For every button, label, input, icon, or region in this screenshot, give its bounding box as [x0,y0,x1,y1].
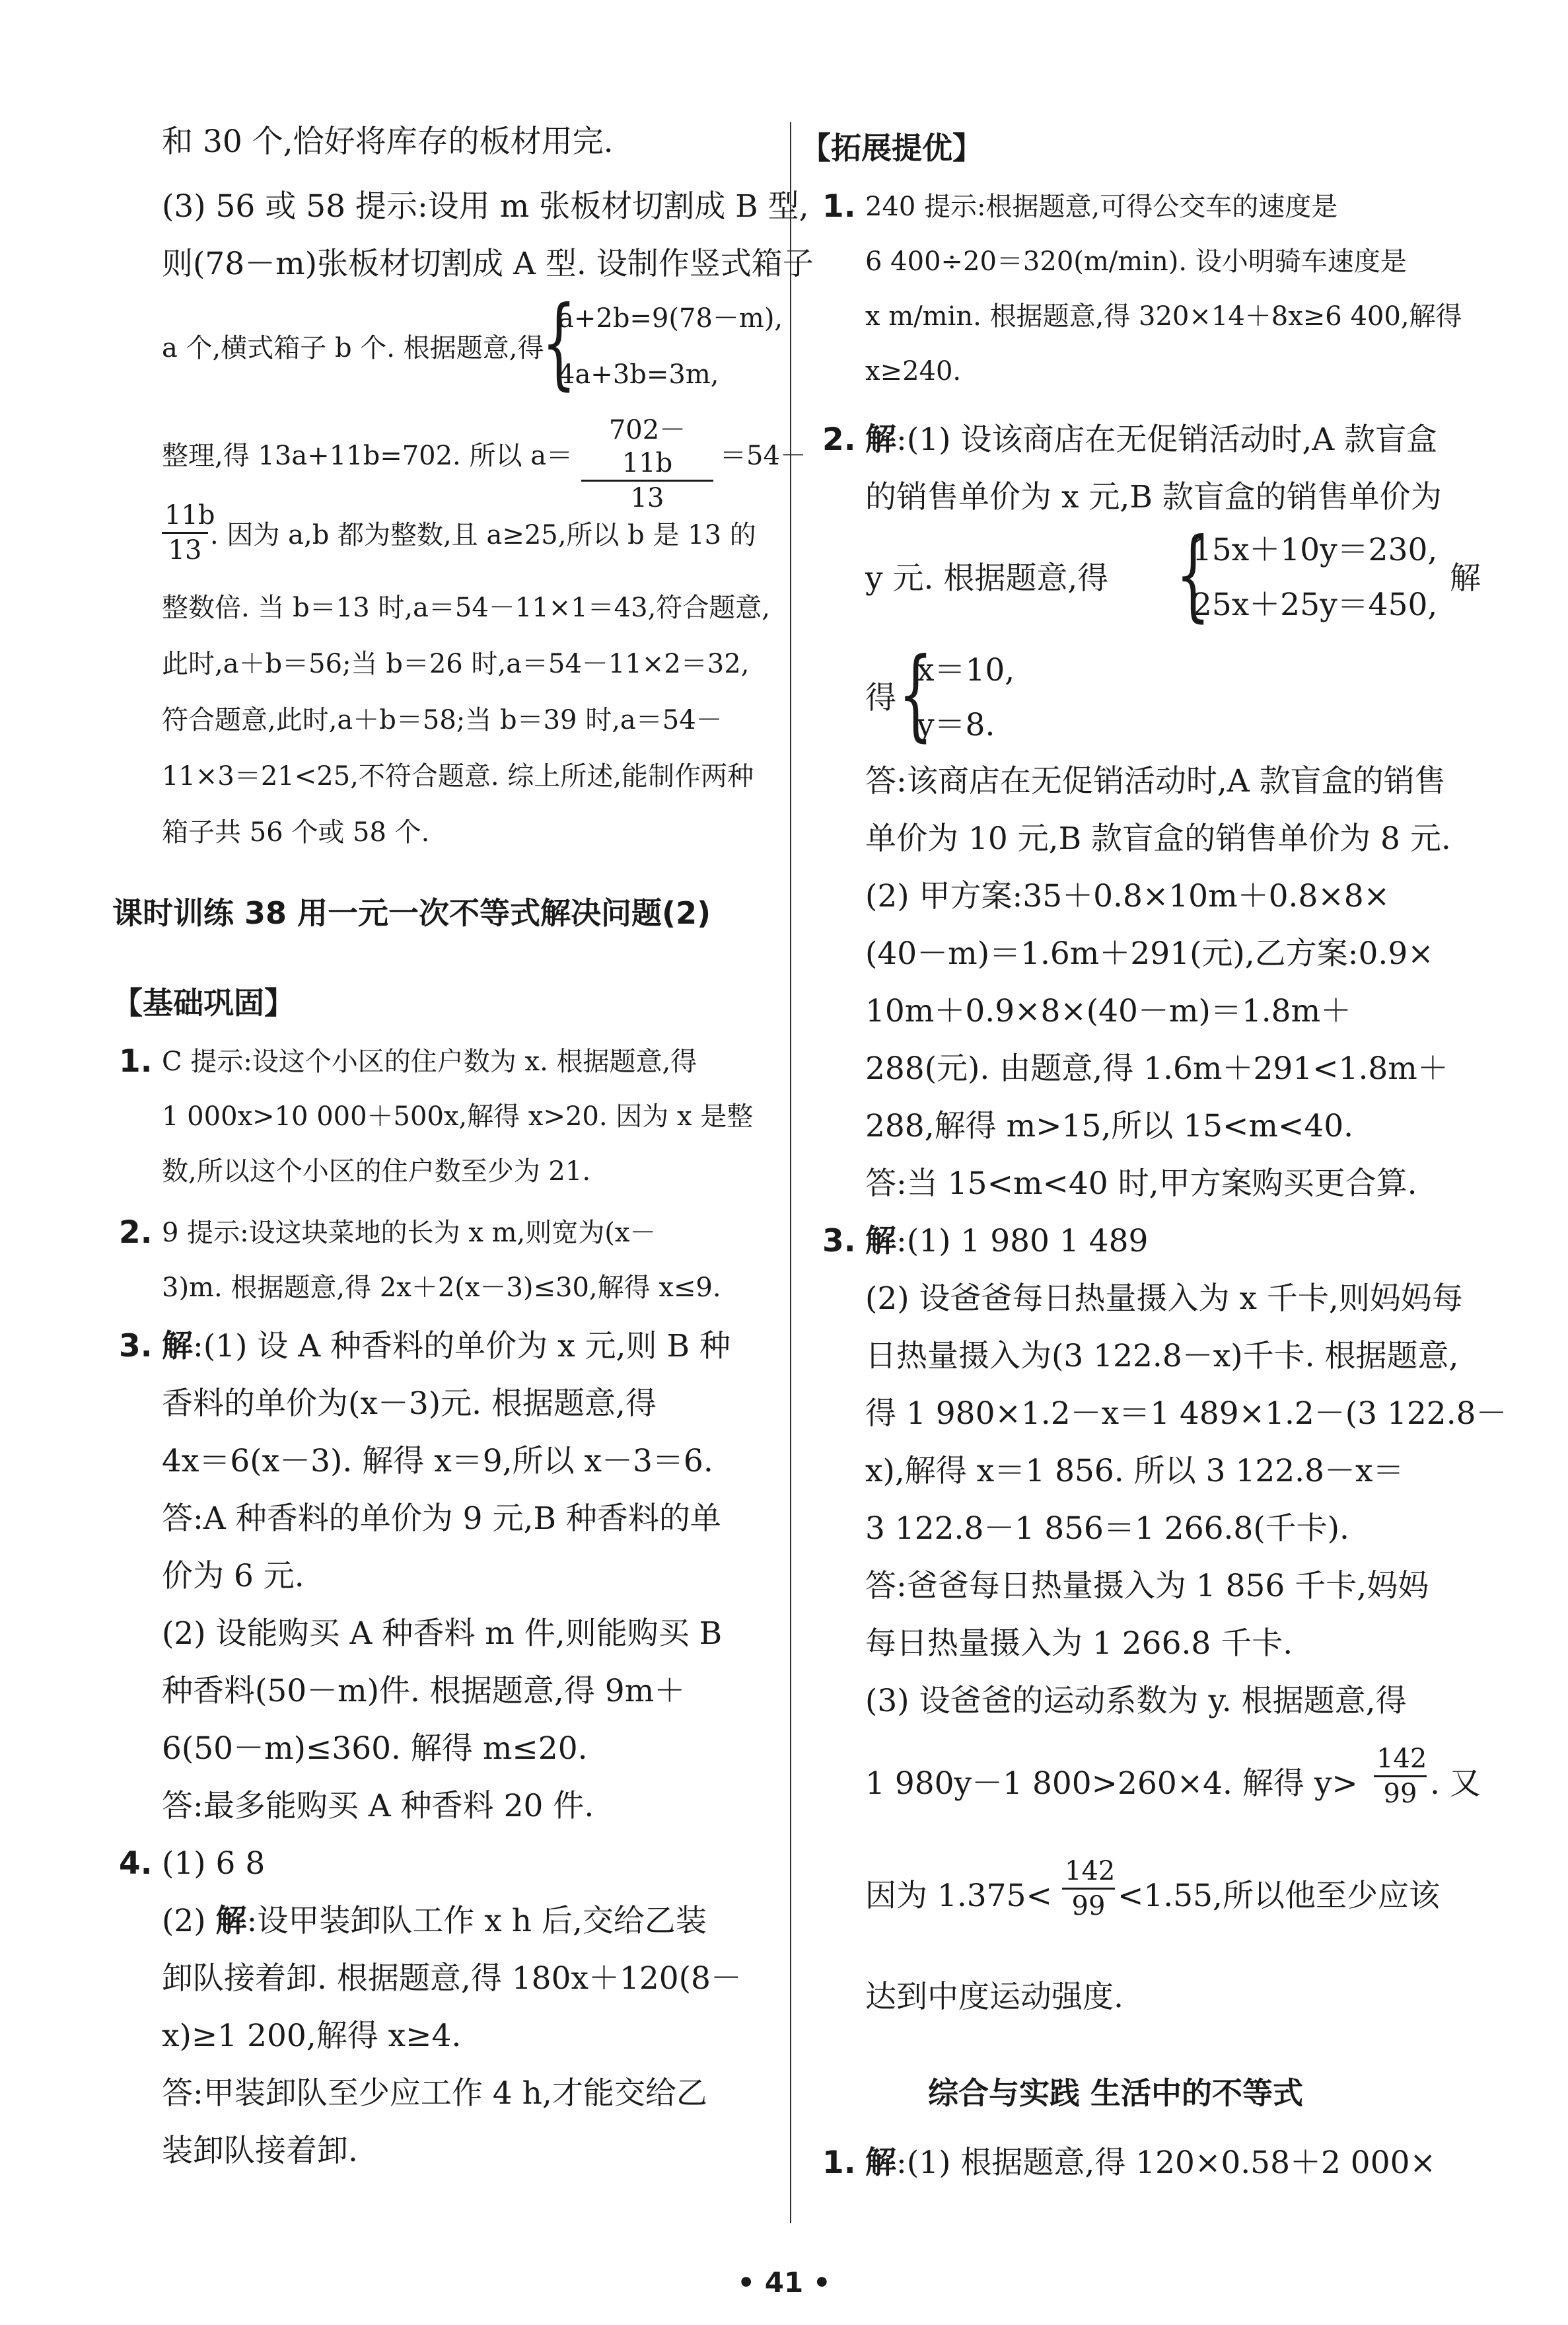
text-line: 答:爸爸每日热量摄入为 1 856 千卡,妈妈 [865,1568,1429,1604]
text-line: 9 提示:设这块菜地的长为 x m,则宽为(x－ [162,1218,657,1248]
text-line: 价为 6 元. [162,1558,304,1594]
text-line: . 因为 a,b 都为整数,且 a≥25,所以 b 是 13 的 [210,520,756,550]
text-line: (40－m)＝1.6m＋291(元),乙方案:0.9× [865,936,1434,972]
text-line: (2) 设能购买 A 种香料 m 件,则能购买 B [162,1615,723,1652]
text-span: :(1) 1 980 1 489 [896,1223,1149,1259]
text-line: 288,解得 m>15,所以 15<m<40. [865,1108,1354,1144]
extension-header: 【拓展提优】 [801,130,983,166]
text-line: 数,所以这个小区的住户数至少为 21. [162,1156,591,1187]
solution-keyword: 解 [865,422,896,458]
text-line: 解 [1450,560,1481,597]
fraction-numerator: 142 [1062,1855,1115,1890]
text-line: a 个,横式箱子 b 个. 根据题意,得 [162,333,544,363]
text-line: 288(元). 由题意,得 1.6m＋291<1.8m＋ [865,1051,1448,1087]
text-line: 和 30 个,恰好将库存的板材用完. [162,124,614,160]
text-line: 得 1 980×1.2－x＝1 489×1.2－(3 122.8－ [865,1395,1507,1432]
system-brace: { [542,285,577,400]
system-brace: { [1176,517,1211,632]
text-line: 答:甲装卸队至少应工作 4 h,才能交给乙 [162,2075,707,2112]
text-line: 符合题意,此时,a＋b＝58;当 b＝39 时,a＝54－ [162,705,723,735]
text-line: (3) 设爸爸的运动系数为 y. 根据题意,得 [865,1683,1407,1719]
text-line: 香料的单价为(x－3)元. 根据题意,得 [162,1385,657,1422]
equation-system-line: 15x＋10y＝230, [1192,532,1438,568]
text-line: ＝54－ [720,441,806,471]
text-line: x),解得 x＝1 856. 所以 3 122.8－x＝ [865,1453,1404,1489]
text-line: 日热量摄入为(3 122.8－x)千卡. 根据题意, [865,1338,1459,1374]
fraction [1374,1742,1427,1810]
text-line: 单价为 10 元,B 款盲盒的销售单价为 8 元. [865,821,1451,857]
text-line: 6 400÷20＝320(m/min). 设小明骑车速度是 [865,246,1407,277]
text-line [865,420,1437,460]
fraction-numerator: 702－11b [581,414,713,482]
question-number: 2. [822,422,856,458]
equation-system-line: 4a+3b=3m, [558,359,719,390]
solution-keyword: 解 [865,2145,896,2181]
text-line: 此时,a＋b＝56;当 b＝26 时,a＝54－11×2＝32, [162,649,750,679]
text-line: 240 提示:根据题意,可得公交车的速度是 [865,192,1338,222]
text-line: 4x＝6(x－3). 解得 x＝9,所以 x－3＝6. [162,1443,713,1479]
text-line: (2) 设爸爸每日热量摄入为 x 千卡,则妈妈每 [865,1280,1463,1317]
text-line: 1 000x>10 000＋500x,解得 x>20. 因为 x 是整 [162,1101,754,1132]
question-number: 1. [822,188,856,225]
question-number: 2. [119,1214,153,1251]
fraction-denominator: 99 [1071,1891,1106,1921]
text-line [162,1901,707,1941]
solution-keyword: 解 [865,1223,896,1259]
fraction-denominator: 99 [1383,1779,1417,1809]
question-number: 1. [822,2145,856,2181]
text-line: 因为 1.375< [865,1878,1052,1914]
fraction [162,499,215,567]
text-line: 达到中度运动强度. [865,1979,1123,2015]
text-span: :(1) 根据题意,得 120×0.58＋2 000× [896,2145,1436,2181]
text-line: (1) 6 8 [162,1845,266,1882]
equation-system-line: y＝8. [917,707,995,743]
text-line: 答:该商店在无促销活动时,A 款盲盒的销售 [865,763,1446,799]
text-line: x)≥1 200,解得 x≥4. [162,2018,462,2054]
practice-title: 综合与实践 生活中的不等式 [928,2075,1304,2111]
section-title: 课时训练 38 用一元一次不等式解决问题(2) [112,895,711,931]
text-line: . 又 [1430,1765,1481,1802]
fraction [581,414,713,515]
text-line: 整数倍. 当 b＝13 时,a＝54－11×1＝43,符合题意, [162,593,771,623]
text-line: C 提示:设这个小区的住户数为 x. 根据题意,得 [162,1047,697,1077]
text-line: 箱子共 56 个或 58 个. [162,817,430,848]
text-line: 11×3＝21<25,不符合题意. 综上所述,能制作两种 [162,761,754,792]
equation-system-line: x＝10, [917,652,1015,688]
text-line: (3) 56 或 58 提示:设用 m 张板材切割成 B 型, [162,188,809,225]
text-line: 每日热量摄入为 1 266.8 千卡. [865,1625,1293,1662]
question-number: 4. [119,1845,153,1882]
text-line: 6(50－m)≤360. 解得 m≤20. [162,1730,588,1767]
text-line: 卸队接着卸. 根据题意,得 180x＋120(8－ [162,1960,742,1997]
text-line: 种香料(50－m)件. 根据题意,得 9m＋ [162,1673,686,1709]
text-line: (2) 甲方案:35＋0.8×10m＋0.8×8× [865,878,1390,914]
text-line: 装卸队接着卸. [162,2133,358,2169]
text-line: 3 122.8－1 856＝1 266.8(千卡). [865,1510,1349,1547]
text-line: 1 980y－1 800>260×4. 解得 y> [865,1765,1358,1802]
text-line: <1.55,所以他至少应该 [1118,1878,1440,1914]
fraction-numerator: 11b [162,499,208,534]
text-line [865,1222,1148,1261]
text-line: 10m＋0.9×8×(40－m)＝1.8m＋ [865,993,1352,1029]
fraction-denominator: 13 [630,483,664,513]
text-line [162,1327,731,1366]
text-line: x≥240. [865,356,962,387]
fraction-numerator: 142 [1374,1742,1427,1777]
fraction [1062,1855,1115,1923]
text-span: :(1) 设 A 种香料的单价为 x 元,则 B 种 [193,1328,731,1364]
text-line: 得 [865,680,896,716]
fraction-denominator: 13 [168,535,202,566]
text-line [865,2143,1436,2183]
question-number: 1. [119,1043,153,1080]
text-span: :设甲装卸队工作 x h 后,交给乙装 [246,1903,707,1939]
question-number: 3. [119,1328,153,1364]
equation-system-line: 25x＋25y＝450, [1192,587,1438,623]
text-line: 答:最多能购买 A 种香料 20 件. [162,1788,594,1824]
solution-keyword: 解 [162,1328,193,1364]
equation-system-line: a+2b=9(78－m), [558,303,783,334]
text-line: 则(78－m)张板材切割成 A 型. 设制作竖式箱子 [162,246,814,282]
text-line: x m/min. 根据题意,得 320×14＋8x≥6 400,解得 [865,301,1462,332]
question-number: 3. [822,1223,856,1259]
text-line: 答:当 15<m<40 时,甲方案购买更合算. [865,1165,1417,1202]
text-span: :(1) 设该商店在无促销活动时,A 款盲盒 [896,422,1438,458]
basic-header: 【基础巩固】 [112,985,295,1021]
solution-keyword: 解 [215,1903,247,1939]
system-brace: { [898,637,933,752]
text-line: 的销售单价为 x 元,B 款盲盒的销售单价为 [865,479,1442,515]
page-number: • 41 • [737,2266,831,2299]
text-line: 整理,得 13a+11b=702. 所以 a＝ [162,441,573,471]
text-line: y 元. 根据题意,得 [865,560,1109,597]
text-line: 3)m. 根据题意,得 2x＋2(x－3)≤30,解得 x≤9. [162,1273,721,1303]
text-span: (2) [162,1903,216,1939]
text-line: 答:A 种香料的单价为 9 元,B 种香料的单 [162,1500,721,1537]
